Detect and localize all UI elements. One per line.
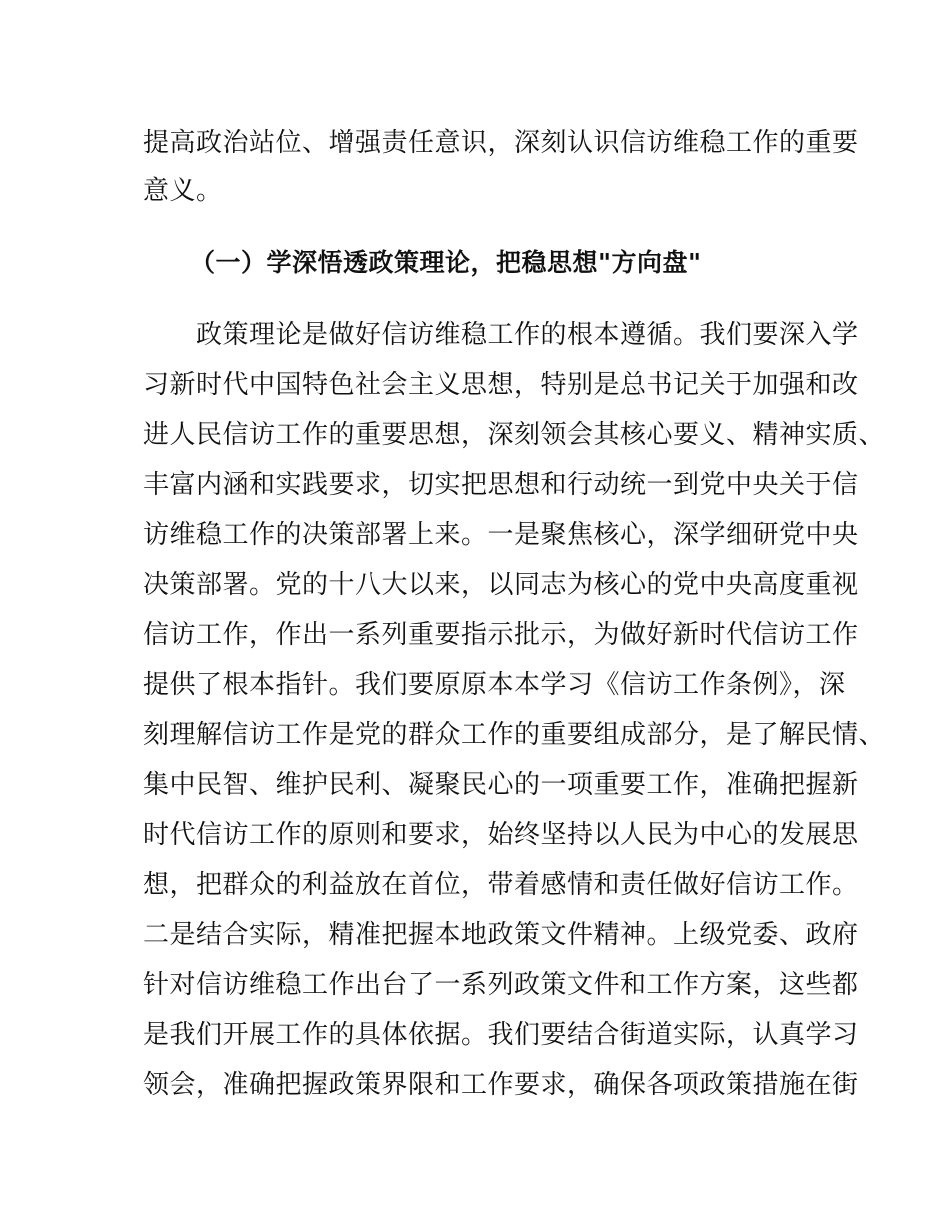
paragraph-line: 习新时代中国特色社会主义思想，特别是总书记关于加强和改 <box>143 370 859 400</box>
paragraph-line: 进人民信访工作的重要思想，深刻领会其核心要义、精神实质、 <box>143 420 886 450</box>
paragraph-line: 针对信访维稳工作出台了一系列政策文件和工作方案，这些都 <box>143 970 859 1000</box>
paragraph-line: 提供了根本指针。我们要原原本本学习《信访工作条例》，深 <box>143 670 846 700</box>
section-heading: （一）学深悟透政策理论，把稳思想"方向盘" <box>190 248 702 277</box>
paragraph-line: 想，把群众的利益放在首位，带着感情和责任做好信访工作。 <box>143 870 859 900</box>
paragraph-line: 集中民智、维护民利、凝聚民心的一项重要工作，准确把握新 <box>143 770 859 800</box>
paragraph-line: 决策部署。党的十八大以来，以同志为核心的党中央高度重视 <box>143 570 859 600</box>
paragraph-line: 访维稳工作的决策部署上来。一是聚焦核心，深学细研党中央 <box>143 520 859 550</box>
intro-line-1: 提高政治站位、增强责任意识，深刻认识信访维稳工作的重要 <box>143 128 859 158</box>
intro-line-2: 意义。 <box>143 176 223 206</box>
paragraph-line: 二是结合实际，精准把握本地政策文件精神。上级党委、政府 <box>143 920 859 950</box>
paragraph-line: 领会，准确把握政策界限和工作要求，确保各项政策措施在街 <box>143 1070 859 1100</box>
paragraph-line: 丰富内涵和实践要求，切实把思想和行动统一到党中央关于信 <box>143 470 859 500</box>
paragraph-line: 是我们开展工作的具体依据。我们要结合街道实际，认真学习 <box>143 1020 859 1050</box>
paragraph-line: 时代信访工作的原则和要求，始终坚持以人民为中心的发展思 <box>143 820 859 850</box>
paragraph-line: 信访工作，作出一系列重要指示批示，为做好新时代信访工作 <box>143 620 859 650</box>
paragraph-line: 政策理论是做好信访维稳工作的根本遵循。我们要深入学 <box>143 320 859 350</box>
paragraph-line: 刻理解信访工作是党的群众工作的重要组成部分，是了解民情、 <box>143 720 886 750</box>
